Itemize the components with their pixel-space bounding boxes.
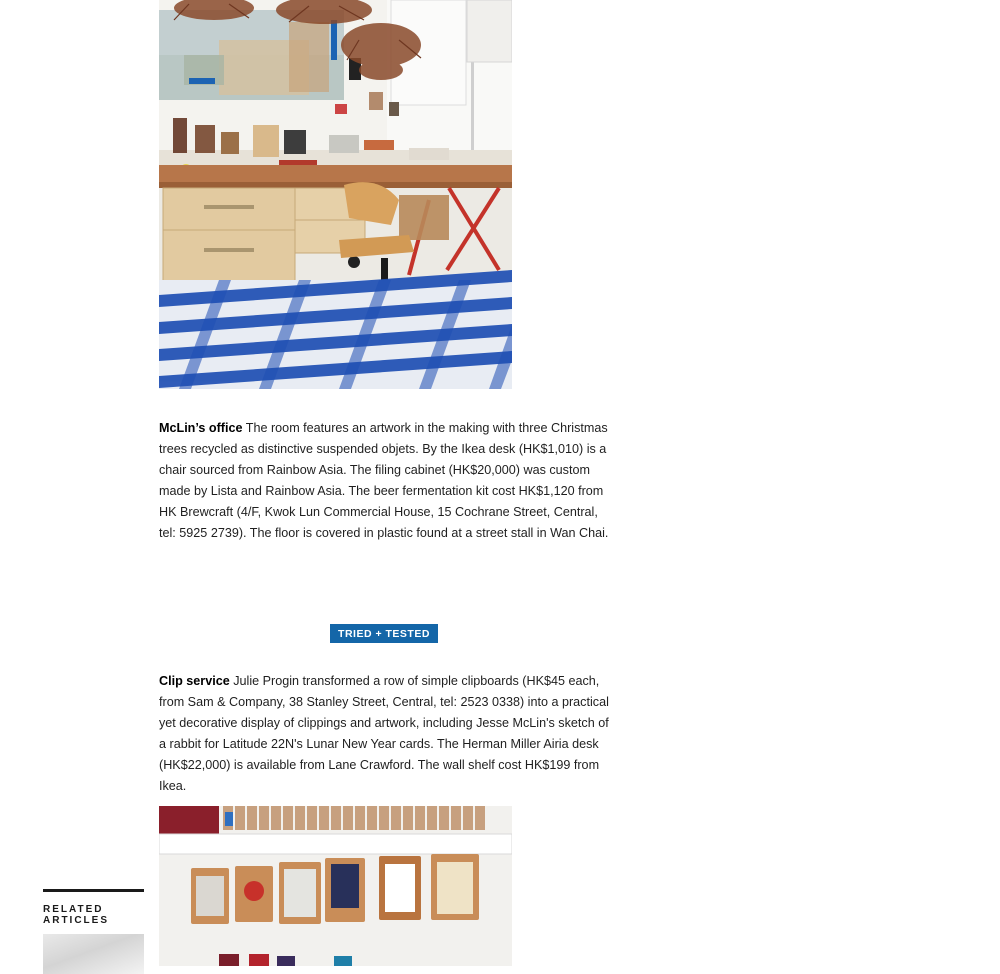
office-photo bbox=[159, 0, 512, 389]
tried-tested-tag[interactable]: TRIED + TESTED bbox=[330, 624, 438, 643]
caption-clip-body: Julie Progin transformed a row of simple clipboards (HK$45 each, from Sam & Company, 38 Stanley Street, Central, tel: 2523 0338) into a practical yet decorative display of clippings and artwork, including Jesse McLin's sketch of a rabbit for Latitude 22N's Lunar New Year cards. The Herman Miller Airia desk (HK$22,000) is available from Lane Crawford. The wall shelf cost HK$199 from Ikea. bbox=[159, 674, 609, 793]
caption-office-body: The room features an artwork in the making with three Christmas trees recycled as distinctive suspended objets. By the Ikea desk (HK$1,010) is a chair sourced from Rainbow Asia. The filing cabinet (HK$20,000) was custom made by Lista and Rainbow Asia. The beer fermentation kit cost HK$1,120 from HK Brewcraft (4/F, Kwok Lun Commercial House, 15 Cochrane Street, Central, tel: 5925 2739). The floor is covered in plastic found at a street stall in Wan Chai. bbox=[159, 421, 609, 540]
office-photo-illustration bbox=[159, 0, 512, 389]
clip-photo bbox=[159, 806, 512, 966]
related-articles bbox=[43, 889, 144, 974]
related-article-thumbnail[interactable] bbox=[43, 934, 144, 974]
caption-office bbox=[159, 418, 614, 544]
clip-photo-illustration bbox=[159, 806, 512, 966]
caption-clip bbox=[159, 671, 614, 797]
related-articles-label: RELATED ARTICLES bbox=[43, 904, 109, 926]
caption-clip-title: Clip service bbox=[159, 674, 230, 688]
caption-office-title: McLin’s office bbox=[159, 421, 243, 435]
